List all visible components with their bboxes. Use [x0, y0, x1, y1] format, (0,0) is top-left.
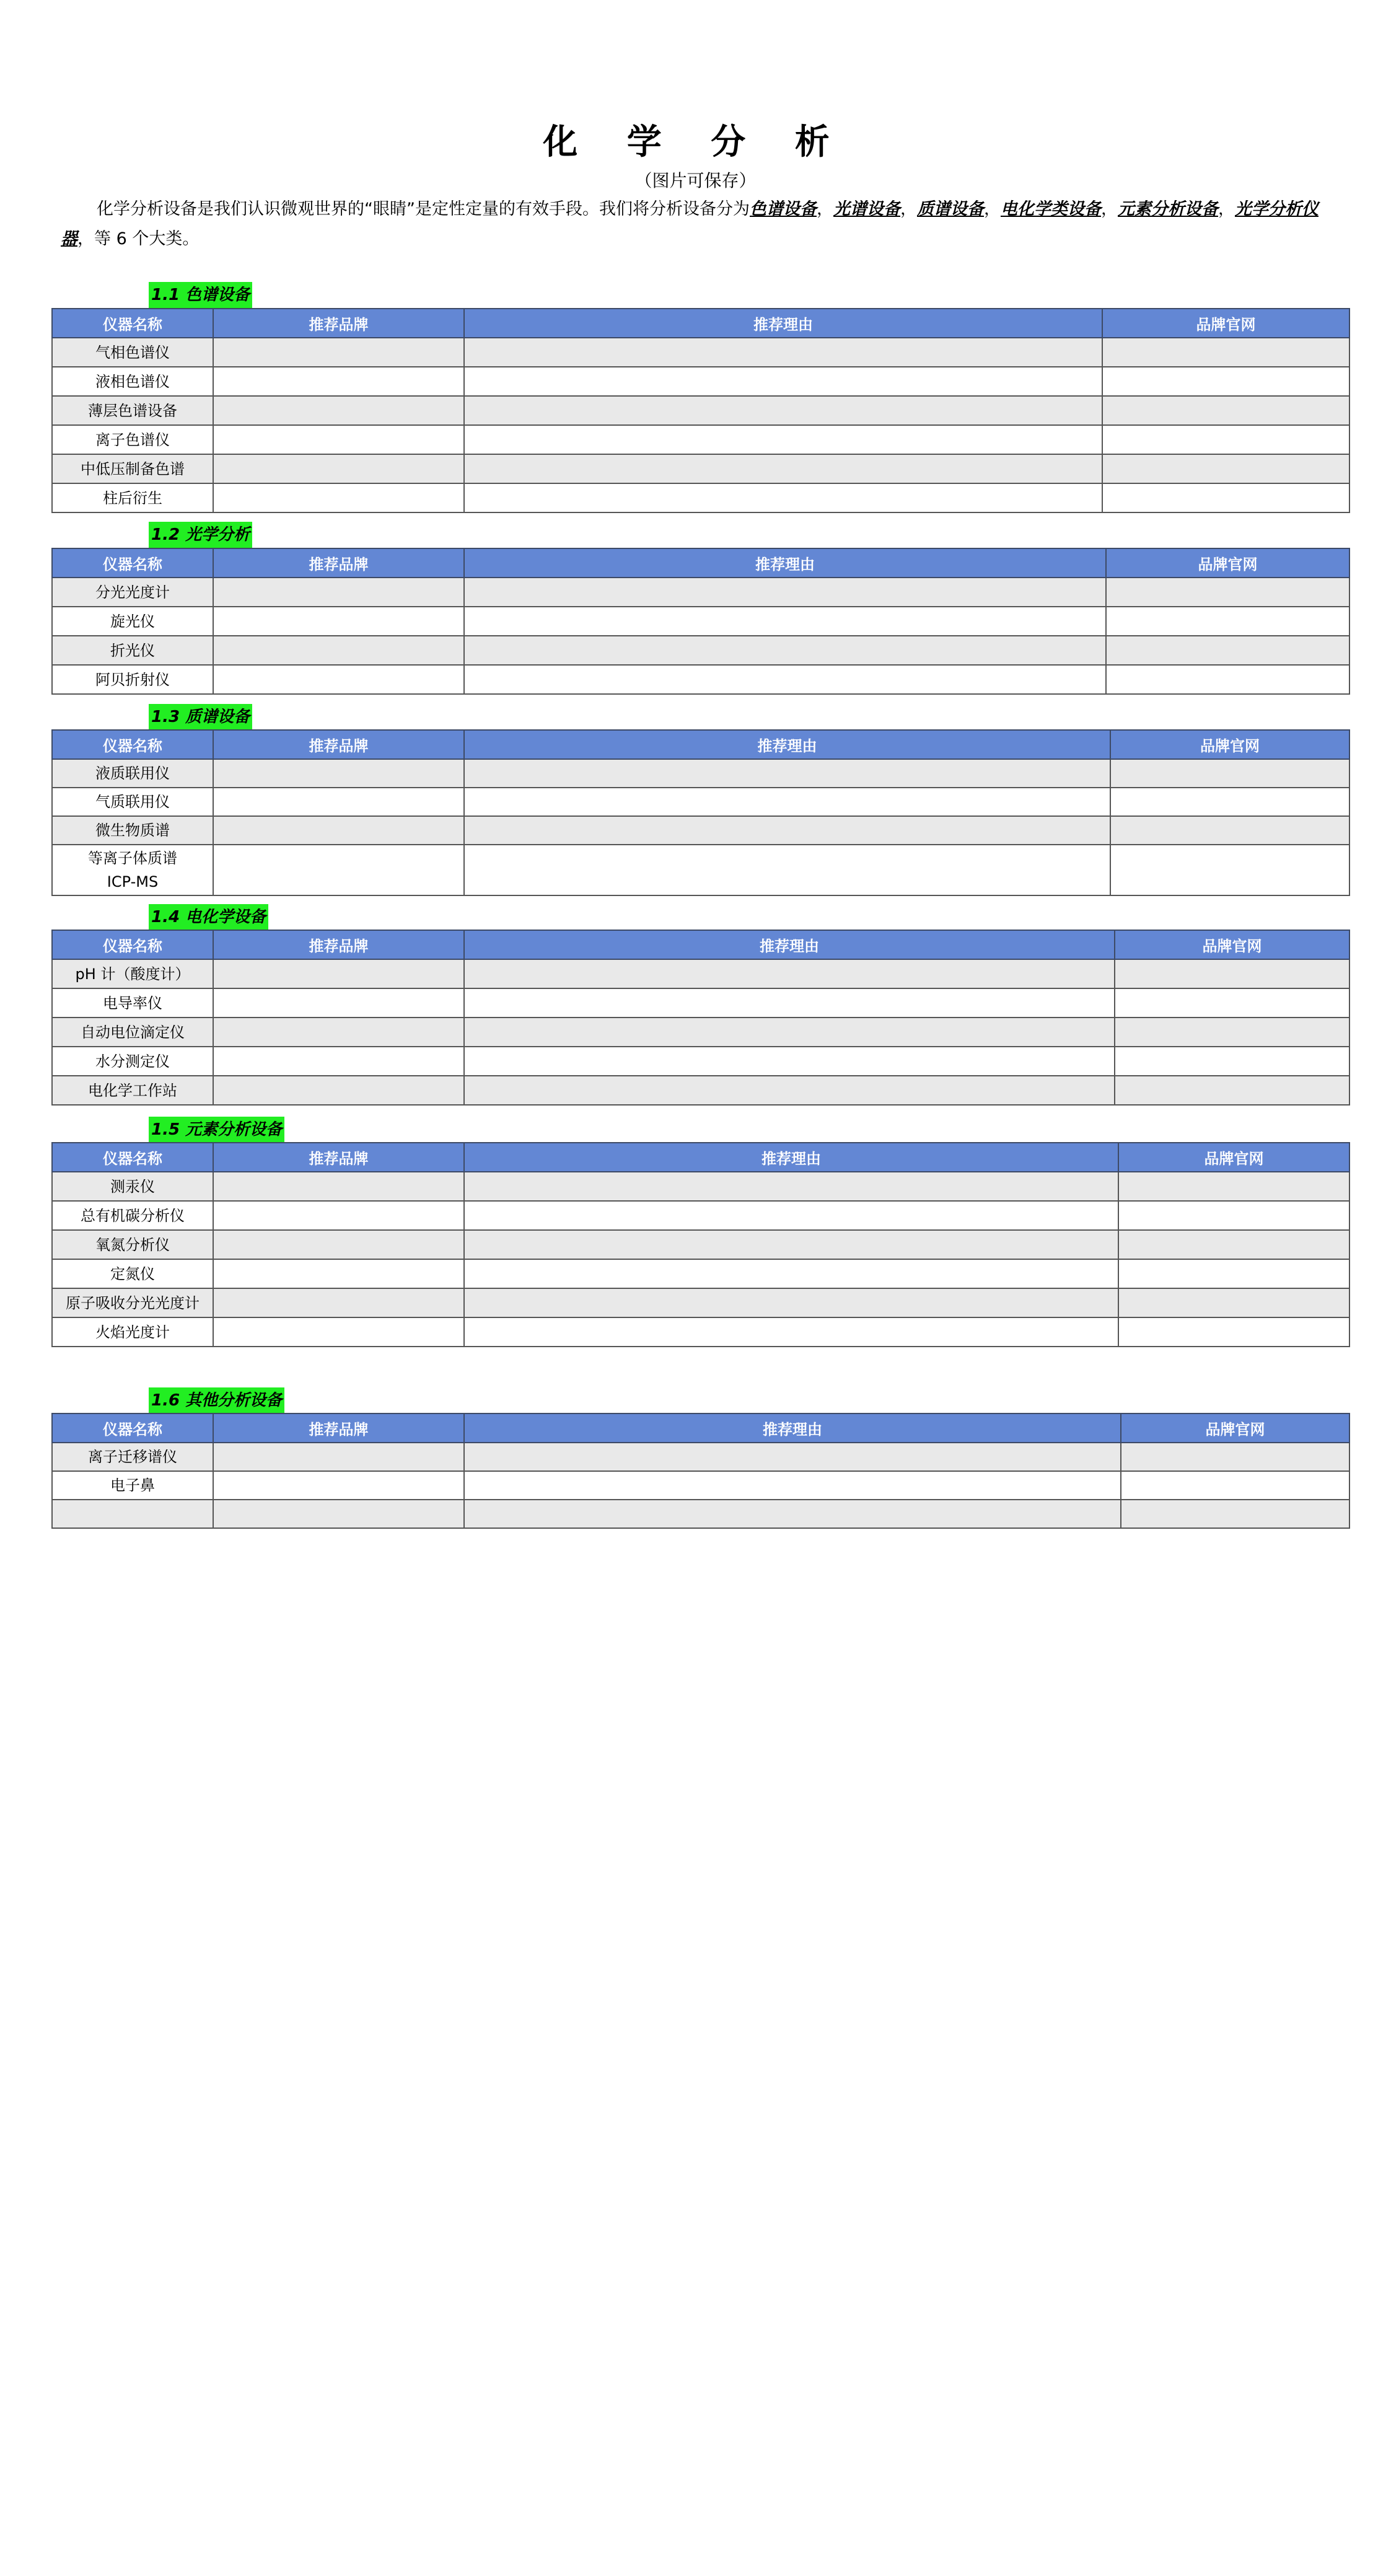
instrument-name-cell: [52, 1500, 213, 1528]
instrument-name-cell: 等离子体质谱 ICP-MS: [52, 845, 213, 895]
instrument-name-cell: 微生物质谱: [52, 816, 213, 845]
table-row: [52, 1259, 1349, 1288]
reason-cell: [464, 483, 1102, 512]
column-header: 推荐品牌: [213, 730, 464, 759]
website-cell: [1106, 578, 1349, 607]
column-header: 推荐理由: [464, 548, 1106, 578]
instrument-name-cell: 水分测定仪: [52, 1047, 213, 1076]
intro-separator: ，: [1100, 200, 1118, 219]
table-row: [52, 1076, 1349, 1105]
website-cell: [1110, 759, 1349, 788]
instrument-name-cell: 离子迁移谱仪: [52, 1443, 213, 1471]
table-row: [52, 1230, 1349, 1259]
table-header-row: [52, 309, 1349, 338]
column-header: 仪器名称: [52, 1143, 213, 1172]
website-cell: [1102, 425, 1349, 454]
table-row: [52, 959, 1349, 988]
table-row: [52, 1443, 1349, 1471]
website-cell: [1102, 338, 1349, 367]
instrument-table: [51, 548, 1350, 695]
reason-cell: [464, 1076, 1115, 1105]
reason-cell: [464, 367, 1102, 396]
website-cell: [1121, 1471, 1349, 1500]
table-header-row: [52, 1143, 1349, 1172]
reason-cell: [464, 1317, 1118, 1347]
instrument-table: [51, 1142, 1350, 1347]
reason-cell: [464, 454, 1102, 483]
intro-category: 质谱设备: [916, 200, 984, 219]
reason-cell: [464, 1172, 1118, 1201]
table-row: [52, 1500, 1349, 1528]
instrument-name-cell: 自动电位滴定仪: [52, 1018, 213, 1047]
column-header: 仪器名称: [52, 1413, 213, 1443]
brand-cell: [213, 759, 464, 788]
brand-cell: [213, 425, 464, 454]
column-header: 推荐理由: [464, 930, 1115, 959]
reason-cell: [464, 1018, 1115, 1047]
instrument-name-cell: 薄层色谱设备: [52, 396, 213, 425]
reason-cell: [464, 1500, 1121, 1528]
table-header-row: [52, 930, 1349, 959]
brand-cell: [213, 1443, 464, 1471]
intro-separator: ，: [1218, 200, 1235, 219]
instrument-name-cell: 电子鼻: [52, 1471, 213, 1500]
intro-category: 电化学类设备: [1000, 200, 1101, 219]
brand-cell: [213, 816, 464, 845]
reason-cell: [464, 665, 1106, 694]
brand-cell: [213, 959, 464, 988]
instrument-name-cell: 离子色谱仪: [52, 425, 213, 454]
instrument-name-cell: 测汞仪: [52, 1172, 213, 1201]
table-row: [52, 1047, 1349, 1076]
reason-cell: [464, 959, 1115, 988]
instrument-name-cell: 分光光度计: [52, 578, 213, 607]
intro-prefix: 化学分析设备是我们认识微观世界的“眼睛”是定性定量的有效手段。我们将分析设备分为: [97, 200, 750, 219]
website-cell: [1115, 988, 1349, 1018]
column-header: 推荐理由: [464, 309, 1102, 338]
column-header: 推荐品牌: [213, 1143, 464, 1172]
intro-after-list: ，: [77, 229, 94, 248]
reason-cell: [464, 816, 1110, 845]
website-cell: [1115, 959, 1349, 988]
table-row: [52, 425, 1349, 454]
instrument-name-cell: 柱后衍生: [52, 483, 213, 512]
website-cell: [1106, 636, 1349, 665]
instrument-name-cell: 气质联用仪: [52, 788, 213, 816]
reason-cell: [464, 1471, 1121, 1500]
website-cell: [1115, 1047, 1349, 1076]
brand-cell: [213, 845, 464, 895]
column-header: 推荐品牌: [213, 309, 464, 338]
brand-cell: [213, 1172, 464, 1201]
section-label: 1.2 光学分析: [149, 522, 252, 548]
instrument-table: [51, 729, 1350, 896]
intro-suffix: 等 6 个大类。: [94, 229, 200, 248]
reason-cell: [464, 1230, 1118, 1259]
table-row: [52, 665, 1349, 694]
website-cell: [1102, 396, 1349, 425]
reason-cell: [464, 988, 1115, 1018]
website-cell: [1118, 1317, 1349, 1347]
brand-cell: [213, 578, 464, 607]
section-label: 1.4 电化学设备: [149, 904, 268, 930]
instrument-name-cell: 电化学工作站: [52, 1076, 213, 1105]
table-row: [52, 845, 1349, 895]
column-header: 仪器名称: [52, 730, 213, 759]
brand-cell: [213, 367, 464, 396]
website-cell: [1102, 367, 1349, 396]
brand-cell: [213, 1259, 464, 1288]
website-cell: [1110, 816, 1349, 845]
intro-category: 色谱设备: [749, 200, 817, 219]
brand-cell: [213, 483, 464, 512]
instrument-name-cell: 液质联用仪: [52, 759, 213, 788]
instrument-name-cell: 总有机碳分析仪: [52, 1201, 213, 1230]
instrument-name-cell: 折光仪: [52, 636, 213, 665]
column-header: 推荐理由: [464, 730, 1110, 759]
instrument-name-cell: 旋光仪: [52, 607, 213, 636]
column-header: 推荐理由: [464, 1143, 1118, 1172]
table-row: [52, 788, 1349, 816]
column-header: 推荐理由: [464, 1413, 1121, 1443]
table-row: [52, 636, 1349, 665]
section-label: 1.5 元素分析设备: [149, 1117, 284, 1143]
brand-cell: [213, 788, 464, 816]
instrument-name-cell: 气相色谱仪: [52, 338, 213, 367]
column-header: 仪器名称: [52, 309, 213, 338]
section-label: 1.1 色谱设备: [149, 282, 252, 308]
column-header: 品牌官网: [1115, 930, 1349, 959]
table-header-row: [52, 1413, 1349, 1443]
brand-cell: [213, 607, 464, 636]
column-header: 品牌官网: [1118, 1143, 1349, 1172]
reason-cell: [464, 1443, 1121, 1471]
table-row: [52, 607, 1349, 636]
instrument-name-cell: 氧氮分析仪: [52, 1230, 213, 1259]
intro-paragraph: [61, 195, 1349, 254]
instrument-name-cell: 原子吸收分光光度计: [52, 1288, 213, 1317]
website-cell: [1106, 665, 1349, 694]
website-cell: [1110, 788, 1349, 816]
reason-cell: [464, 1047, 1115, 1076]
reason-cell: [464, 759, 1110, 788]
reason-cell: [464, 1259, 1118, 1288]
table-row: [52, 816, 1349, 845]
table-row: [52, 578, 1349, 607]
table-row: [52, 1018, 1349, 1047]
brand-cell: [213, 1018, 464, 1047]
instrument-name-cell: 电导率仪: [52, 988, 213, 1018]
brand-cell: [213, 1288, 464, 1317]
instrument-table: [51, 1413, 1350, 1529]
brand-cell: [213, 1201, 464, 1230]
reason-cell: [464, 636, 1106, 665]
website-cell: [1121, 1443, 1349, 1471]
reason-cell: [464, 338, 1102, 367]
website-cell: [1118, 1201, 1349, 1230]
instrument-table: [51, 308, 1350, 513]
instrument-name-cell: 阿贝折射仪: [52, 665, 213, 694]
table-row: [52, 454, 1349, 483]
reason-cell: [464, 1201, 1118, 1230]
table-row: [52, 759, 1349, 788]
table-row: [52, 1201, 1349, 1230]
brand-cell: [213, 636, 464, 665]
brand-cell: [213, 396, 464, 425]
table-row: [52, 988, 1349, 1018]
intro-separator: ，: [900, 200, 917, 219]
website-cell: [1115, 1018, 1349, 1047]
brand-cell: [213, 338, 464, 367]
reason-cell: [464, 396, 1102, 425]
instrument-name-cell: 液相色谱仪: [52, 367, 213, 396]
column-header: 品牌官网: [1102, 309, 1349, 338]
column-header: 品牌官网: [1106, 548, 1349, 578]
website-cell: [1118, 1259, 1349, 1288]
website-cell: [1110, 845, 1349, 895]
brand-cell: [213, 1317, 464, 1347]
brand-cell: [213, 1076, 464, 1105]
column-header: 推荐品牌: [213, 548, 464, 578]
intro-category: 光学分析仪器: [61, 200, 1319, 248]
reason-cell: [464, 607, 1106, 636]
table-row: [52, 1172, 1349, 1201]
page-title: 化 学 分 析: [543, 122, 848, 162]
website-cell: [1115, 1076, 1349, 1105]
instrument-name-cell: 火焰光度计: [52, 1317, 213, 1347]
instrument-table: [51, 930, 1350, 1106]
column-header: 仪器名称: [52, 930, 213, 959]
reason-cell: [464, 578, 1106, 607]
instrument-name-cell: pH 计（酸度计）: [52, 959, 213, 988]
page-subtitle: （图片可保存）: [634, 170, 757, 191]
reason-cell: [464, 425, 1102, 454]
column-header: 品牌官网: [1110, 730, 1349, 759]
table-row: [52, 396, 1349, 425]
table-row: [52, 367, 1349, 396]
reason-cell: [464, 788, 1110, 816]
column-header: 推荐品牌: [213, 1413, 464, 1443]
column-header: 仪器名称: [52, 548, 213, 578]
intro-separator: ，: [816, 200, 833, 219]
website-cell: [1118, 1172, 1349, 1201]
brand-cell: [213, 1047, 464, 1076]
table-header-row: [52, 730, 1349, 759]
table-row: [52, 1471, 1349, 1500]
column-header: 品牌官网: [1121, 1413, 1349, 1443]
table-row: [52, 338, 1349, 367]
section-label: 1.3 质谱设备: [149, 704, 252, 730]
reason-cell: [464, 1288, 1118, 1317]
website-cell: [1102, 454, 1349, 483]
website-cell: [1118, 1230, 1349, 1259]
column-header: 推荐品牌: [213, 930, 464, 959]
intro-separator: ，: [983, 200, 1001, 219]
brand-cell: [213, 665, 464, 694]
brand-cell: [213, 1230, 464, 1259]
intro-category: 元素分析设备: [1117, 200, 1218, 219]
website-cell: [1118, 1288, 1349, 1317]
brand-cell: [213, 988, 464, 1018]
table-row: [52, 1288, 1349, 1317]
table-row: [52, 1317, 1349, 1347]
website-cell: [1106, 607, 1349, 636]
instrument-name-cell: 中低压制备色谱: [52, 454, 213, 483]
intro-category: 光谱设备: [833, 200, 900, 219]
brand-cell: [213, 1471, 464, 1500]
table-row: [52, 483, 1349, 512]
brand-cell: [213, 454, 464, 483]
instrument-name-cell: 定氮仪: [52, 1259, 213, 1288]
section-label: 1.6 其他分析设备: [149, 1387, 284, 1413]
reason-cell: [464, 845, 1110, 895]
brand-cell: [213, 1500, 464, 1528]
website-cell: [1121, 1500, 1349, 1528]
table-header-row: [52, 548, 1349, 578]
website-cell: [1102, 483, 1349, 512]
